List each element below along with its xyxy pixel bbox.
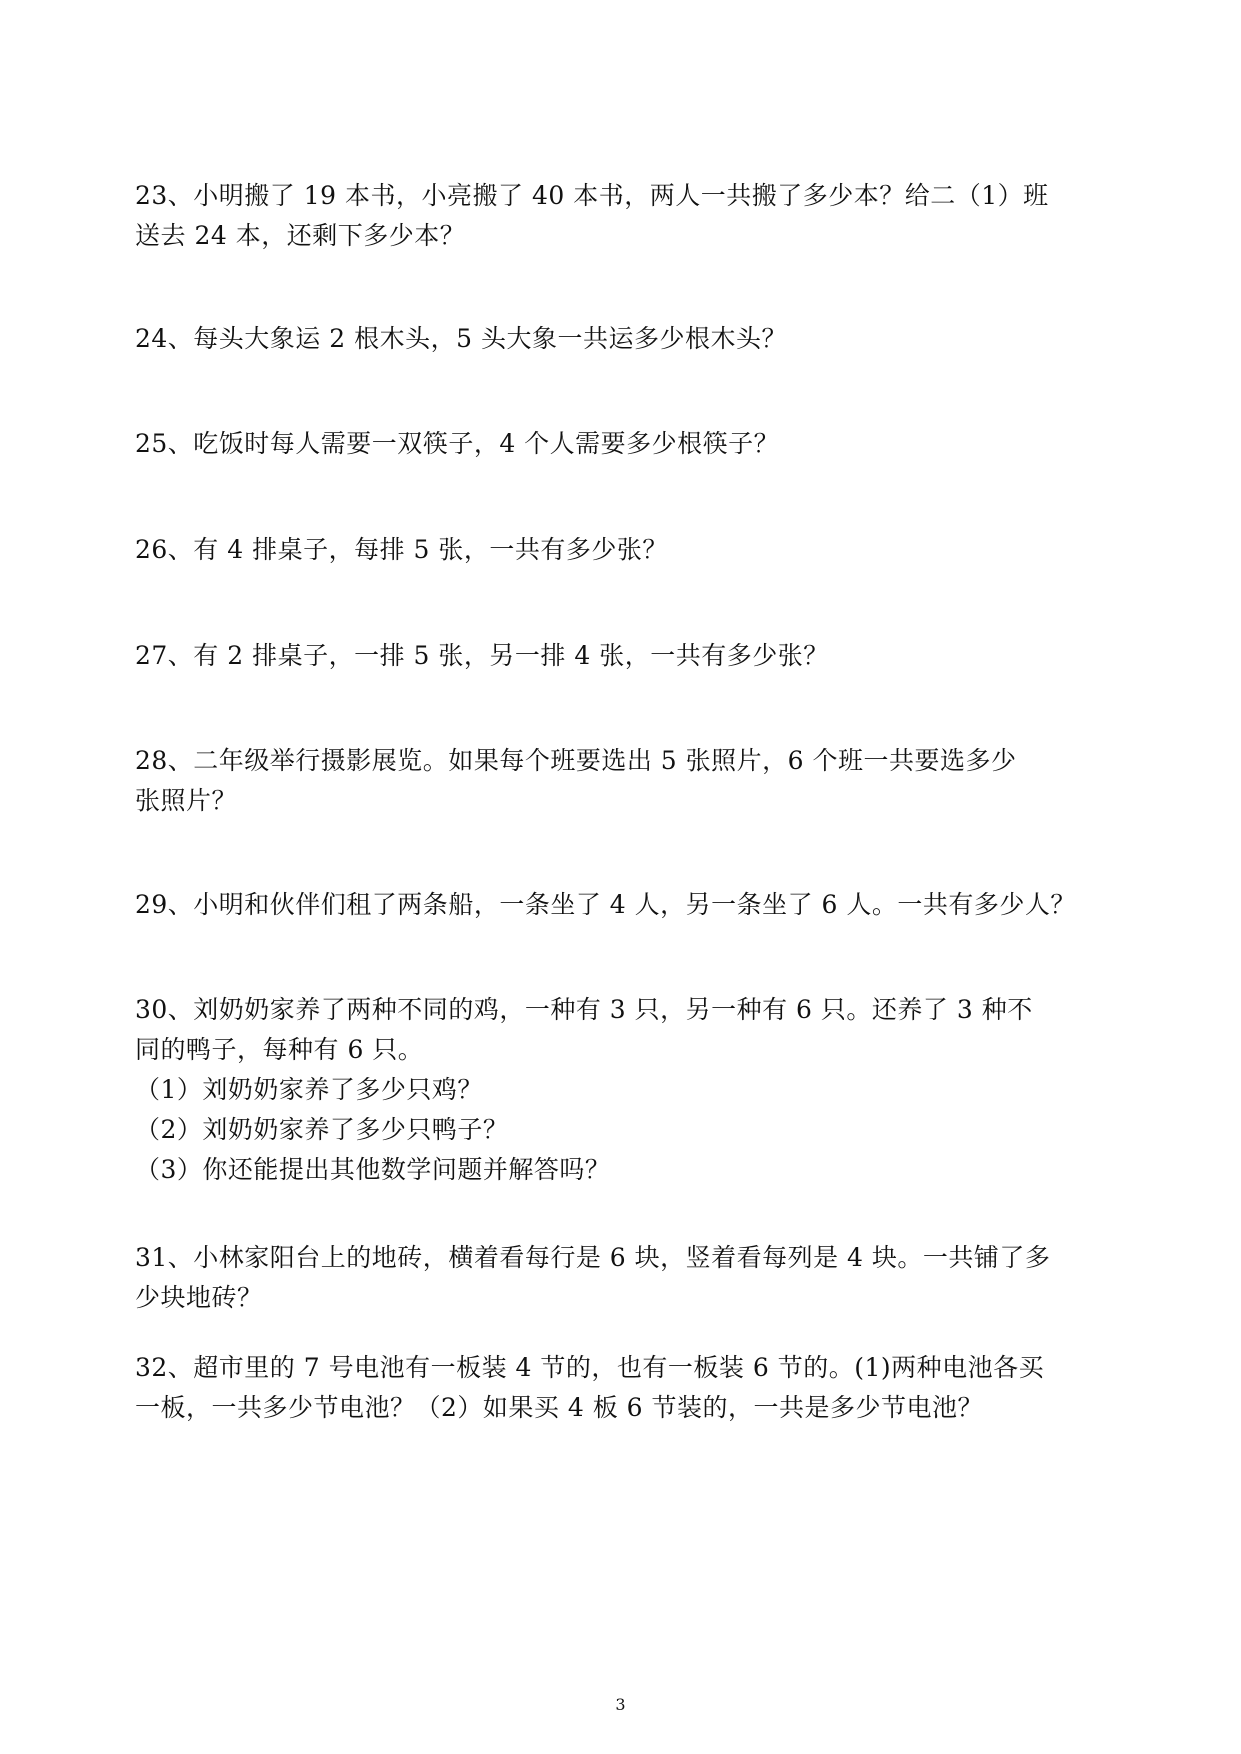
problem-text-line: 少块地砖？ <box>135 1283 263 1312</box>
problem-29 <box>135 885 1115 925</box>
problem-text-line: 32、超市里的 7 号电池有一板装 4 节的，也有一板装 6 节的。(1)两种电池各买 <box>135 1353 1045 1382</box>
problem-24 <box>135 319 1115 359</box>
problem-text-line: 27、有 2 排桌子，一排 5 张，另一排 4 张，一共有多少张？ <box>135 641 829 670</box>
problem-text-line: 同的鸭子，每种有 6 只。 <box>135 1035 424 1064</box>
page-number: 3 <box>615 1695 626 1714</box>
problem-text-line: 31、小林家阳台上的地砖，横着看每行是 6 块，竖着看每列是 4 块。一共铺了多 <box>135 1243 1051 1272</box>
problem-30 <box>135 990 1115 1190</box>
problem-23 <box>135 176 1115 256</box>
problem-25 <box>135 424 1115 464</box>
problem-text-line: 28、二年级举行摄影展览。如果每个班要选出 5 张照片，6 个班一共要选多少 <box>135 746 1017 775</box>
problem-28 <box>135 741 1115 821</box>
problem-text-line: 29、小明和伙伴们租了两条船，一条坐了 4 人，另一条坐了 6 人。一共有多少人？ <box>135 890 1076 919</box>
problem-26 <box>135 530 1115 570</box>
problem-text-line: 送去 24 本，还剩下多少本？ <box>135 221 466 250</box>
problem-text-line: 23、小明搬了 19 本书，小亮搬了 40 本书，两人一共搬了多少本？给二（1）班 <box>135 181 1049 210</box>
sub-question-1: （1）刘奶奶家养了多少只鸡？ <box>135 1075 483 1104</box>
problem-27 <box>135 636 1115 676</box>
problem-31 <box>135 1238 1115 1318</box>
problem-32 <box>135 1348 1115 1428</box>
sub-question-2: （2）刘奶奶家养了多少只鸭子？ <box>135 1115 509 1144</box>
problem-text-line: 26、有 4 排桌子，每排 5 张，一共有多少张？ <box>135 535 668 564</box>
sub-question-3: （3）你还能提出其他数学问题并解答吗？ <box>135 1155 611 1184</box>
problem-text-line: 24、每头大象运 2 根木头，5 头大象一共运多少根木头？ <box>135 324 787 353</box>
problem-text-line: 张照片？ <box>135 786 238 815</box>
problem-text-line: 30、刘奶奶家养了两种不同的鸡，一种有 3 只，另一种有 6 只。还养了 3 种不 <box>135 995 1033 1024</box>
problem-text-line: 一板，一共多少节电池？（2）如果买 4 板 6 节装的，一共是多少节电池？ <box>135 1393 984 1422</box>
problem-text-line: 25、吃饭时每人需要一双筷子，4 个人需要多少根筷子？ <box>135 429 780 458</box>
